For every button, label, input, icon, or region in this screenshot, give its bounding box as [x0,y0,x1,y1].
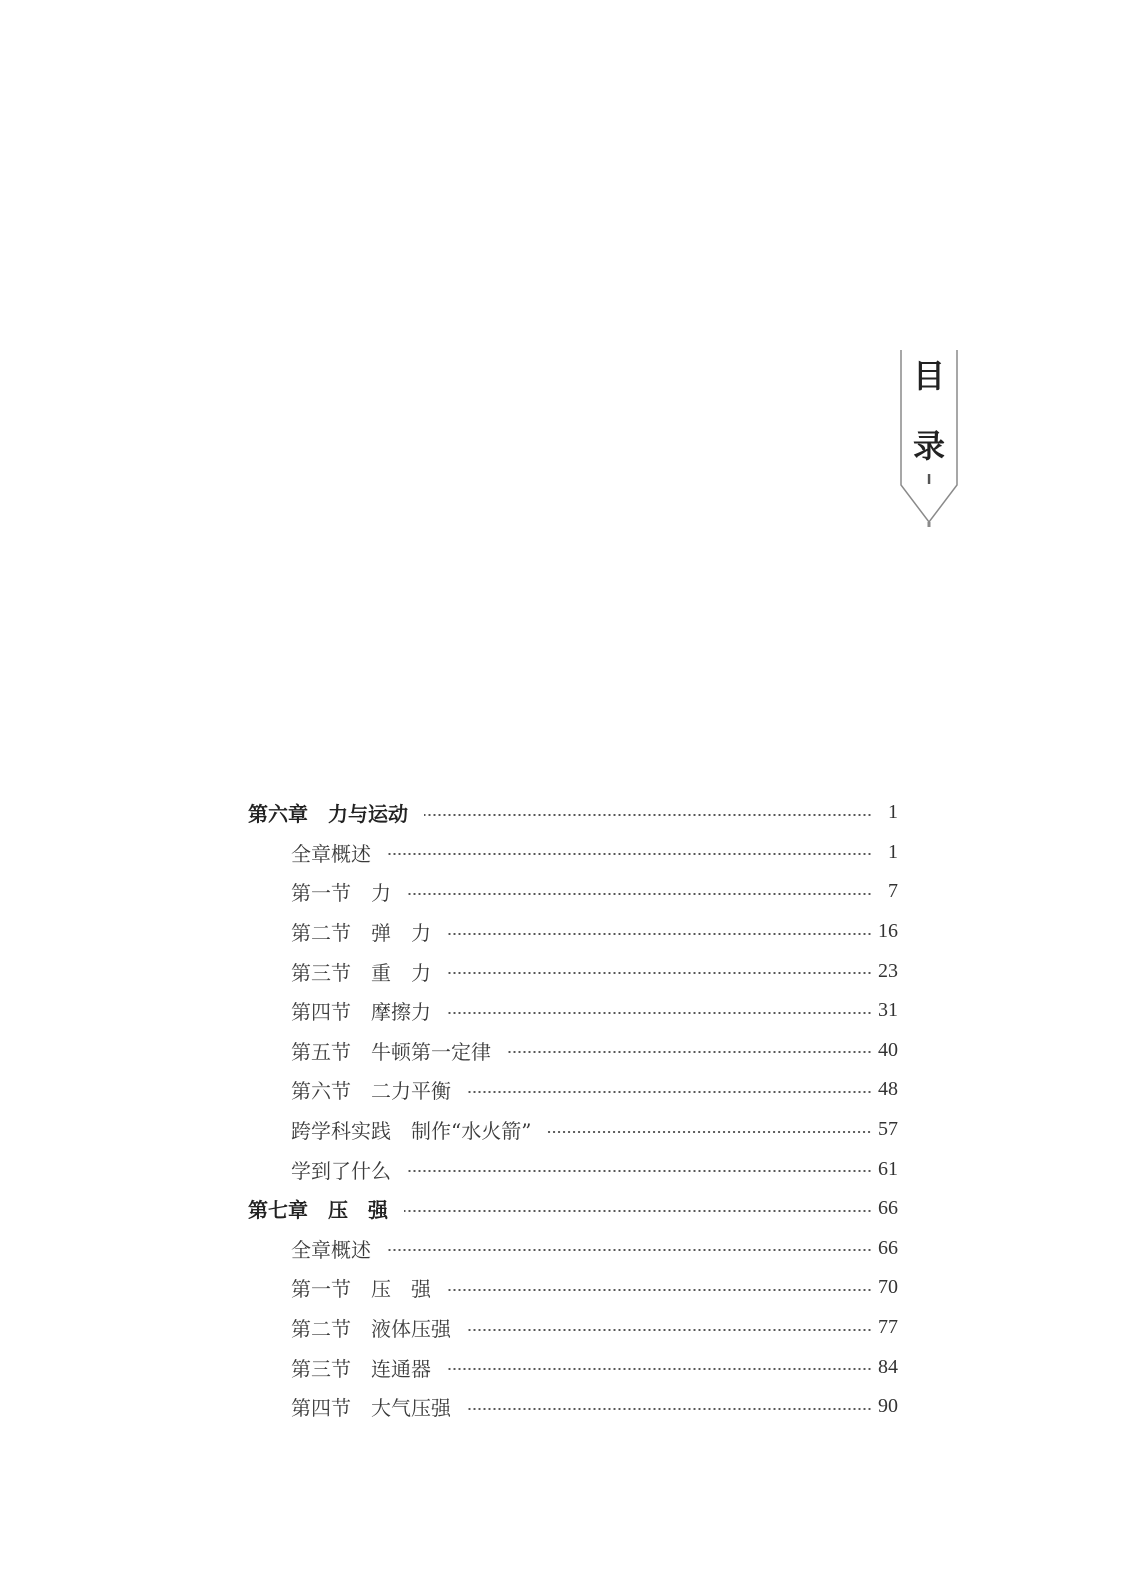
toc-page-number: 23 [878,959,898,982]
dot-leader [467,1408,872,1410]
toc-entry-title: 学到了什么 [291,1158,391,1183]
dot-leader [407,1170,872,1172]
dot-leader [404,1210,872,1212]
toc-page-number: 61 [878,1157,898,1180]
toc-entry-title: 第一节 压 强 [291,1277,431,1302]
toc-section-row[interactable] [248,1149,898,1189]
toc-entry-title: 第三节 重 力 [291,960,431,985]
dot-leader [407,893,872,895]
toc-page-number: 66 [878,1236,898,1259]
toc-entry-title: 第五节 牛顿第一定律 [291,1039,491,1064]
toc-entry-title: 第一节 力 [291,881,391,906]
toc-chapter-row[interactable] [248,1189,898,1229]
toc-page-number: 31 [878,999,898,1022]
dot-leader [447,933,872,935]
toc-bookmark-tab [900,350,958,530]
toc-page-number: 40 [878,1038,898,1061]
toc-section-row[interactable] [248,833,898,873]
toc-page-number: 57 [878,1118,898,1141]
toc-section-row[interactable] [248,912,898,952]
toc-section-row[interactable] [248,1387,898,1427]
toc-entry-title: 第四节 大气压强 [291,1396,451,1421]
toc-page-number: 77 [878,1316,898,1339]
toc-entry-title: 第六节 二力平衡 [291,1079,451,1104]
dot-leader [424,814,872,816]
dot-leader [507,1051,872,1053]
toc-section-row[interactable] [248,1070,898,1110]
bookmark-title-char-2: 录 [912,427,945,465]
toc-page-number: 7 [888,880,898,903]
toc-entry-title: 第七章 压 强 [248,1198,388,1223]
toc-page-number: 1 [888,840,898,863]
toc-entry-title: 第三节 连通器 [291,1356,431,1381]
toc-section-row[interactable] [248,951,898,991]
toc-entry-title: 跨学科实践 制作“水火箭” [291,1119,532,1144]
toc-entry-title: 全章概述 [291,841,371,866]
toc-page-number: 48 [878,1078,898,1101]
toc-section-row[interactable] [248,1110,898,1150]
toc-section-row[interactable] [248,1347,898,1387]
toc-section-row[interactable] [248,1268,898,1308]
toc-entry-title: 第二节 弹 力 [291,921,431,946]
toc-entry-title: 全章概述 [291,1237,371,1262]
dot-leader [447,1368,872,1370]
toc-section-row[interactable] [248,1229,898,1269]
toc-page-number: 70 [878,1276,898,1299]
dot-leader [447,1289,872,1291]
dot-leader [467,1329,872,1331]
dot-leader [467,1091,872,1093]
dot-leader [447,972,872,974]
toc-section-row[interactable] [248,872,898,912]
dot-leader [387,853,872,855]
toc-entry-title: 第四节 摩擦力 [291,1000,431,1025]
toc-page-number: 66 [878,1197,898,1220]
toc-page-number: 16 [878,920,898,943]
bookmark-title-char-1: 目 [912,357,945,395]
toc-section-row[interactable] [248,991,898,1031]
toc-chapter-row[interactable] [248,793,898,833]
dot-leader [447,1012,872,1014]
toc-entry-title: 第六章 力与运动 [248,802,408,827]
toc-page-number: 90 [878,1395,898,1418]
toc-section-row[interactable] [248,1031,898,1071]
bookmark-page-marker: I [926,473,932,488]
dot-leader [387,1249,872,1251]
toc-section-row[interactable] [248,1308,898,1348]
dot-leader [547,1131,872,1133]
toc-page-number: 84 [878,1355,898,1378]
toc-page-number: 1 [888,801,898,824]
table-of-contents [248,793,898,1427]
toc-entry-title: 第二节 液体压强 [291,1317,451,1342]
